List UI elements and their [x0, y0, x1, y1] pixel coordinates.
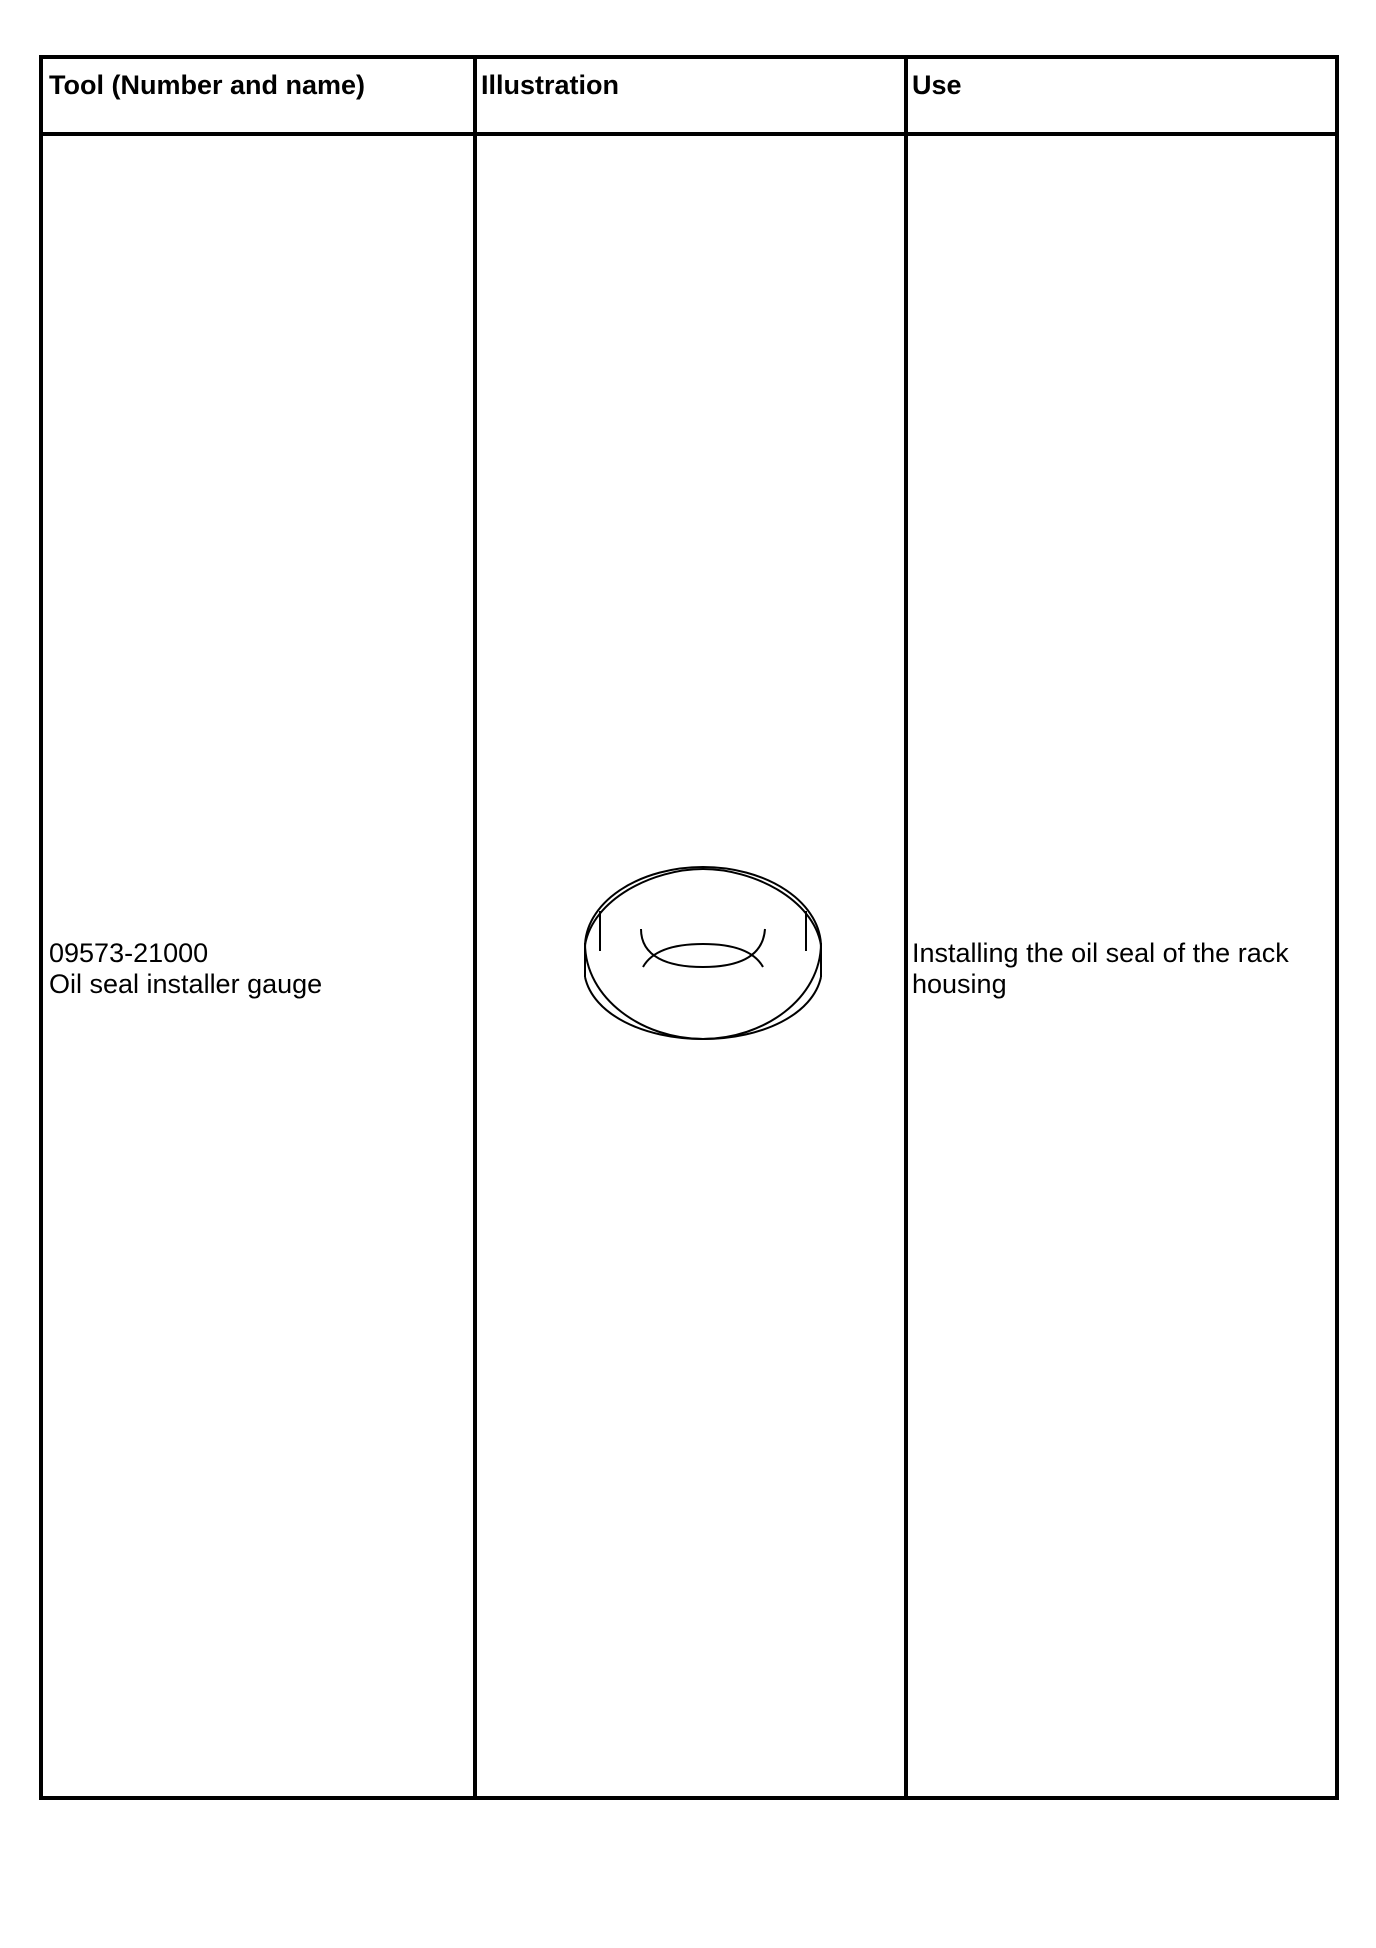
tool-number: 09573-21000 — [49, 938, 209, 968]
header-illustration: Illustration — [481, 70, 620, 100]
header-tool: Tool (Number and name) — [49, 70, 366, 100]
tool-cell — [49, 938, 459, 1000]
table-header-row — [43, 59, 1335, 136]
column-divider — [473, 59, 477, 1796]
use-text-line-1: Installing the oil seal of the rack — [912, 938, 1289, 968]
header-use: Use — [912, 70, 962, 100]
column-divider — [904, 59, 908, 1796]
special-tools-table — [39, 55, 1339, 1800]
tool-name: Oil seal installer gauge — [49, 969, 323, 999]
use-text-line-2: housing — [912, 969, 1007, 999]
oil-seal-installer-gauge-icon — [563, 849, 843, 1049]
use-cell — [912, 938, 1322, 1000]
